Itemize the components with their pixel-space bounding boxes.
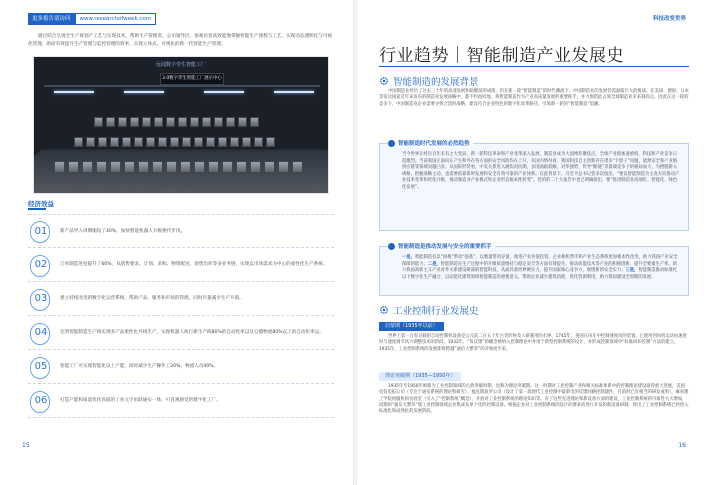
photo-light bbox=[54, 91, 94, 93]
callout-title-text: 智能制造时代发展的必然趋势 bbox=[398, 141, 470, 147]
item-number: 06 bbox=[28, 391, 54, 411]
page-number-right: 16 bbox=[678, 442, 686, 449]
callout-text: 当今世界正经历百年未有之大变局，新一轮科技革命和产业变革深入发展，制造业成为大国博弈聚焦点，全球产业链加速重构，科技和产业竞争日趋激烈。当前我国正面向在产生和外在各方面的安全风险均在上升，从国内情况看，我国和技自主创新存在诸多“卡脖子”问题，能源安全和产业链供应链等领域问题凸显；从国际形势看，中美关系进入脱钩对抗期，多国面临低额、对华强势、传导“断链”等低端竞争下的格局加大，为摆脱新入规格，把握战略主动，也需要依靠新时发展和安全有效可靠的产业体系。在此背景下，习近平总书记曾多次指出，“要以智能制造为主攻方向推动产业技术变革和优化升级，推动制造业产业模式和企业形态根本性转变”。党的的二十大报告中也已明确指出，要“推进制造业高端化、智能化、绿色化发展”。 bbox=[402, 152, 680, 190]
header-tag: 更多报告请访问 bbox=[28, 13, 75, 25]
section-heading-background bbox=[379, 74, 479, 88]
era-badge: 理论突破期（1935—1950年） bbox=[379, 372, 461, 381]
photo-machine-row bbox=[94, 117, 259, 127]
callout-title-text: 智能制造是推动发展与安全的重要抓手 bbox=[398, 244, 492, 250]
callout-title bbox=[388, 139, 473, 147]
photo-caption: 远闻数字孪生智能工厂 bbox=[155, 62, 206, 68]
left-page bbox=[0, 0, 353, 485]
benefits-underline bbox=[28, 208, 46, 210]
callout-title bbox=[388, 242, 495, 250]
list-item bbox=[28, 282, 334, 316]
item-number: 05 bbox=[28, 357, 54, 377]
section-title: 工业控制行业发展史 bbox=[393, 306, 479, 317]
header-right: 科技改变世界 bbox=[652, 16, 686, 22]
section-heading-history bbox=[379, 303, 479, 317]
gear-icon bbox=[379, 76, 389, 86]
era-paragraph: 世界上第一台有记载的自动控制机设备是公元前二百五十年古老的埃及人研制用的水钟。1745年，英国在风车中控制速度问的装置，它使用到风机运动由速度时与速度调节风力调整技术的阶段。1932年，“负反馈”的概念被纳入控制理论中并用于新型控制系统的设计，并形成控制领域中“标准回环控制”方法的建立。1935年，工业控制系统的发展即将跨越“通信大繁荣”的开始而至来。 bbox=[379, 334, 687, 352]
photo-light bbox=[124, 91, 164, 93]
callout-box-trend bbox=[379, 143, 689, 231]
page-title: 行业趋势｜智能制造产业发展史 bbox=[379, 46, 624, 66]
item-number: 04 bbox=[28, 323, 54, 343]
gear-icon bbox=[379, 305, 389, 315]
section-paragraph: 中国制造业经历了过去三十年的高速发展和稳健前的成绩，但在新一轮“智能制造”的时代潮流下，中国制造业的发展仍需面临巨大的挑战。在美国、德国、日本等发达国家近年来发布的制造业发展战略中，都不约而同地，将智能制造作为产业高质量发展的重要抓手，并力图借此占领全球制造业未来制高点。因此在这一轮的竞争下，中国制造业企业需要寻找合适的战略，建设符合企业特色的数字化改革路径，引领新一轮的“智能制造”浪潮。 bbox=[379, 89, 689, 107]
header-url-link[interactable]: www.researchofweek.com bbox=[75, 13, 157, 25]
era-badge: 启蒙期（1935年以前） bbox=[379, 322, 444, 331]
photo-beam bbox=[44, 85, 320, 87]
section-title: 智能制造的发展背景 bbox=[393, 77, 479, 88]
item-text: 建立持续改进的数字化运营系统，帮助产品、服务和市场的管理，同时尽量减少生产开销。 bbox=[60, 296, 244, 301]
callout-box-security bbox=[379, 246, 689, 296]
item-text: 智能工厂可实现智能化以上产能，同时减少生产操作工20%，物流人员40%。 bbox=[60, 364, 219, 369]
highlight-one: 一是， bbox=[402, 255, 415, 260]
point-one: 智能制造有以“固根”带动“强基”，以数量带动存量，推进产业价值投资、企业相机带市和产业生态系统更加根本性改变，助力我国产业安全保障的能力； bbox=[402, 255, 678, 267]
header-left bbox=[28, 13, 156, 25]
list-item bbox=[28, 350, 334, 384]
callout-text bbox=[402, 255, 680, 281]
photo-machine-row bbox=[74, 137, 275, 147]
benefits-list bbox=[28, 214, 334, 418]
photo-machine-row bbox=[54, 161, 303, 173]
highlight-three: 三是， bbox=[625, 268, 639, 274]
benefits-title: 经济效益 bbox=[28, 200, 54, 208]
point-three: 智能制造推动标准化以下数字化生产融合，以动能化建筑领域智能制造的重要意义，帮助企业减少建筑消耗，优化资源利用，助力我国建设全周期的发展。 bbox=[402, 268, 677, 280]
right-page bbox=[357, 0, 710, 485]
item-text: 达到智能制造生产线实现多产品柔性化共线生产，实现机器人执行新生产线80%的自动化率以及仓储物流80%以上的自动化率运。 bbox=[60, 330, 324, 335]
photo-light bbox=[274, 91, 314, 93]
factory-photo bbox=[33, 56, 329, 194]
title-rule bbox=[379, 66, 689, 67]
photo-sign: 3.0数字孪生智能工厂展示中心 bbox=[160, 73, 224, 85]
dot-icon bbox=[388, 243, 395, 250]
list-item bbox=[28, 384, 334, 418]
item-text: 打造产能和质量优化高质的工业元宇宙联通实一体，可直观感受的数字化工厂。 bbox=[60, 398, 221, 403]
list-item bbox=[28, 214, 334, 248]
list-item bbox=[28, 316, 334, 350]
page-number-left: 15 bbox=[22, 442, 30, 449]
item-text: 订单制造进度提升了60%，从销售要求、计划、采购、物资配送、销售出库等多业务链，实现以市场需求为中心的柔性化生产系统。 bbox=[60, 262, 328, 267]
highlight-two: 二是， bbox=[427, 261, 441, 267]
dot-icon bbox=[388, 140, 395, 147]
item-text: 新产品导入周期缩短了40%，加快智能机器人升级换代步伐。 bbox=[60, 228, 186, 234]
photo-light bbox=[204, 91, 244, 93]
item-number: 02 bbox=[28, 255, 54, 275]
era-paragraph: 1935年至1950年被称为工业控制领域的古典突破时期，也称为理论突破期。这一时期对工业控制产业和相关标准体系中的控制理论建设取得重大进展，美国电信电报公司（专注于通信系统的理论和研究）、福克斯波罗公司（设计了第一款现代工业控制中最新电的反馈回路控制器件，目前时已有相当的研发成果）、麻省理工学院伺服机构实验室（引入了“控制系统”概念）、开放对工业控制系统的理论知识等。有了这些先进理论和新设备方面的建设，工业控制系统的可靠性大大增加，同期的“通信大繁荣”使工业控制领域企业集成从单个化的控制设备。根据企业对工业控制系统的设计的要求而进行开发的新设备研制，得出了工业控制系统已经进入标准化和成熟化的发展阶段。 bbox=[379, 384, 689, 415]
item-number: 01 bbox=[28, 221, 54, 241]
intro-paragraph: 通过结合呈现全生产规划产工艺与实现技术，帮助生产管理者、公司领导层、参观访客高效能地掌握智能生产流程与工艺，实现动态透明化与可视化管理，助而有效提升生产管理与监控管理的效率，实现立体式、可视化的新一代智能生产管理。 bbox=[28, 34, 333, 47]
item-number: 03 bbox=[28, 289, 54, 309]
point-two: 智能制造在生产过程中的升级质量维持与稳定安全等方面有效提升，推动质能技术等产业的积极创新，提升全要素生产率，助力我国高新主义产业对外关系建设研部的智能科技，从面具备世界硬实力，提升国家核心竞争力，展现新的安全实力； bbox=[402, 261, 677, 274]
list-item bbox=[28, 248, 334, 282]
